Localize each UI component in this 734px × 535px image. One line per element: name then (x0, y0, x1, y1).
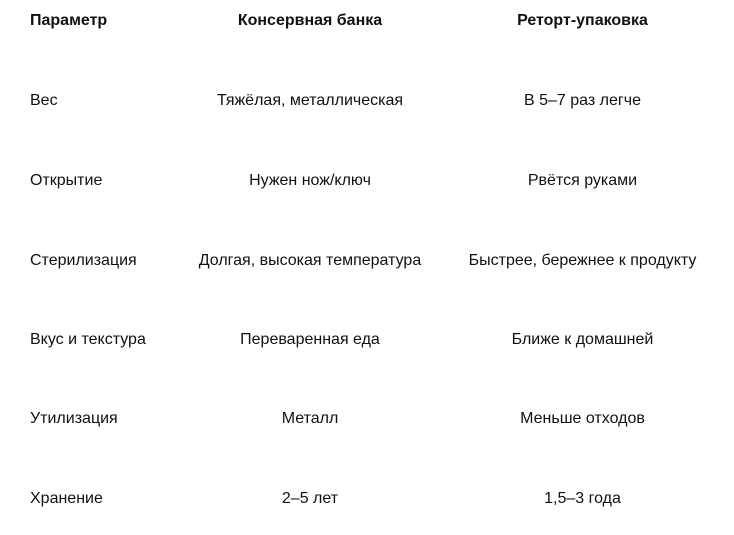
row-pouch-value: Меньше отходов (520, 410, 645, 427)
table-row (0, 249, 734, 273)
table-row (0, 487, 734, 511)
row-can-value: Долгая, высокая температура (198, 252, 422, 269)
row-pouch-value: В 5–7 раз легче (524, 92, 641, 109)
row-can-value: Переваренная еда (240, 331, 380, 348)
row-parameter: Открытие (30, 172, 103, 189)
row-parameter: Стерилизация (30, 252, 137, 269)
header-parameter: Параметр (30, 12, 108, 29)
row-can-value: 2–5 лет (281, 490, 339, 507)
row-parameter: Хранение (30, 490, 103, 507)
row-parameter: Вкус и текстура (30, 331, 146, 348)
row-parameter: Утилизация (30, 410, 118, 427)
table-row (0, 169, 734, 193)
table-row (0, 89, 734, 113)
row-pouch-value: Рвётся руками (527, 172, 638, 189)
table-row (0, 328, 734, 352)
row-pouch-value: 1,5–3 года (544, 490, 621, 507)
row-can-value: Нужен нож/ключ (249, 172, 371, 189)
table-header-row (0, 9, 734, 33)
row-parameter: Вес (30, 92, 58, 109)
row-pouch-value: Быстрее, бережнее к продукту (468, 252, 697, 269)
row-can-value: Металл (281, 410, 339, 427)
row-pouch-value: Ближе к домашней (511, 331, 654, 348)
row-can-value: Тяжёлая, металлическая (216, 92, 404, 109)
header-retort-pouch: Реторт-упаковка (517, 12, 648, 29)
header-can: Консервная банка (237, 12, 383, 29)
table-row (0, 407, 734, 431)
